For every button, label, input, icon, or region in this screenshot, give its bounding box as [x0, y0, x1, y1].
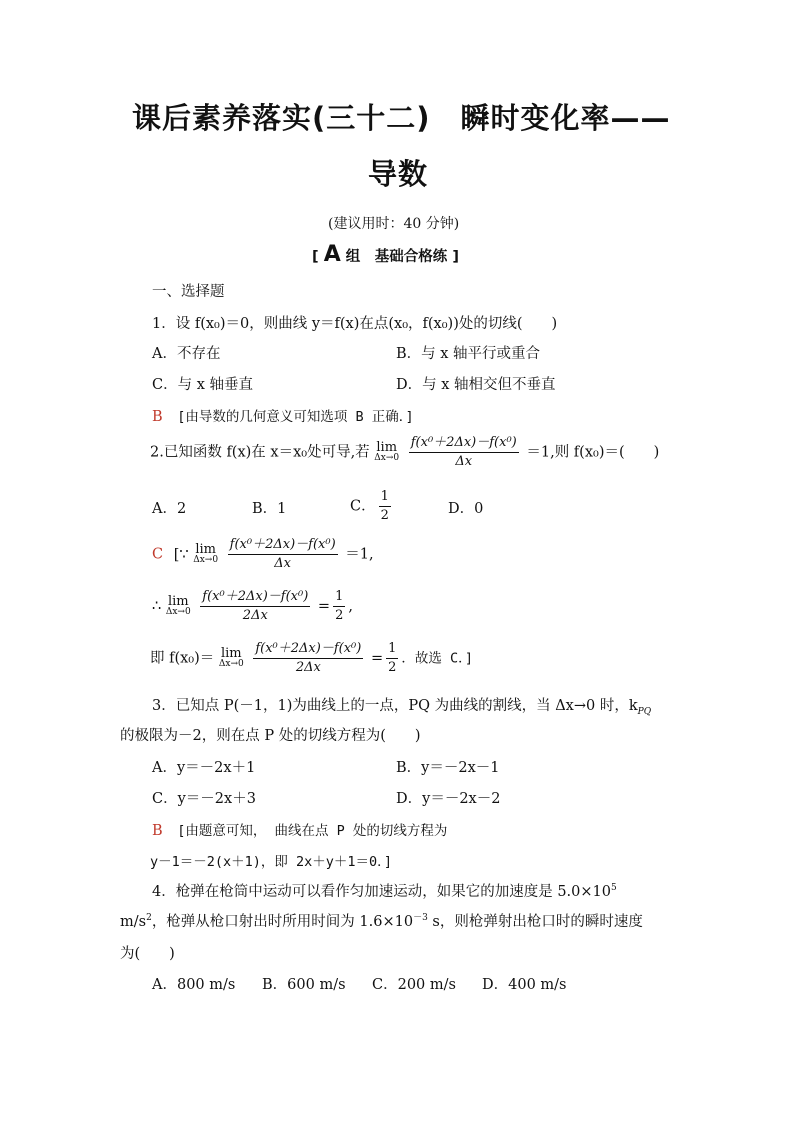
q2-option-c: C． $\frac{1}{2}$ [350, 489, 389, 523]
suggested-time: (建议用时：40 分钟) [328, 216, 460, 232]
q4-option-b: B．600 m/s [262, 977, 346, 993]
q2-option-d: D．0 [448, 501, 484, 517]
q1-option-d: D．与 x 轴相交但不垂直 [396, 377, 556, 393]
page-title-line1: 课后素养落实(三十二) 瞬时变化率—— [132, 101, 671, 135]
q2-fraction: $\frac{\text{f(x⁰＋2Δx)－f(x⁰)}}{\Delta x}$ [410, 435, 517, 469]
q1-stem: 1．设 f(x₀)＝0，则曲线 y＝f(x)在点(x₀，f(x₀))处的切线( ) [152, 316, 558, 332]
q2-stem-pre: 2.已知函数 f(x)在 x＝x₀处可导,若 [150, 444, 370, 461]
q1-answer: B [152, 409, 163, 425]
q4-option-c: C．200 m/s [372, 977, 456, 993]
page-title-line2: 导数 [368, 157, 429, 191]
q4-stem-line1: 4．枪弹在枪筒中运动可以看作匀加速运动，如果它的加速度是 $5.0\times 10^5$ [152, 883, 617, 900]
q2-limit: lim Δx→0 [374, 439, 400, 463]
q3-answer: B [152, 823, 163, 839]
q3-option-a: A．y＝－2x＋1 [152, 760, 256, 776]
q4-stem-line3: 为( ) [120, 946, 175, 962]
group-bracket-close: ] [452, 249, 459, 265]
q4-option-d: D．400 m/s [482, 977, 567, 993]
q3-solution-line1: B [由题意可知， 曲线在点 P 处的切线方程为 [152, 823, 448, 839]
q1-solution [152, 405, 414, 425]
section-heading: 一、选择题 [152, 284, 225, 300]
group-text: 组 基础合格练 [345, 249, 448, 265]
q2-solution-line3: 即 f(x₀)＝ lim Δx→0 $\frac{\text{f(x⁰＋2Δx)－f(x⁰)}}{2\Delta x}$ = $\frac{1}{2}$ ．故选 C．] [150, 641, 474, 675]
q3-stem-line2: 的极限为－2，则在点 P 处的切线方程为( ) [120, 728, 421, 744]
q1-explanation: [由导数的几何意义可知选项 B 正确．] [177, 409, 414, 425]
q2-stem-post: ＝1,则 f(x₀)＝( ) [526, 444, 660, 461]
q1-option-c: C．与 x 轴垂直 [152, 377, 253, 393]
group-bracket-open: [ [312, 249, 319, 265]
q4-option-a: A．800 m/s [152, 977, 236, 993]
q2-solution-line2: ∴ lim Δx→0 $\frac{\text{f(x⁰＋2Δx)－f(x⁰)}}{2\Delta x}$ = $\frac{1}{2}$ , [152, 589, 353, 623]
group-letter: A [323, 242, 341, 267]
q3-option-c: C．y＝－2x＋3 [152, 791, 256, 807]
q3-option-d: D．y＝－2x－2 [396, 791, 501, 807]
q2-stem [150, 434, 659, 471]
q1-option-a: A．不存在 [152, 346, 221, 362]
q3-option-b: B．y＝－2x－1 [396, 760, 500, 776]
group-heading [312, 242, 459, 267]
q3-solution-line2: y－1＝－2(x＋1)，即 2x＋y＋1＝0．] [150, 854, 393, 870]
q2-option-b: B．1 [252, 501, 287, 517]
q3-stem-line1: 3．已知点 P(－1，1)为曲线上的一点，PQ 为曲线的割线，当 Δx→0 时，$k_{PQ}$ [152, 698, 652, 717]
q2-option-a: A．2 [152, 501, 187, 517]
q4-stem-line2: $m/s^2$，枪弹从枪口射出时所用时间为 $1.6\times 10^{-3}$ s，则枪弹射出枪口时的瞬时速度 [120, 913, 643, 930]
q2-solution-line1: C [∵ lim Δx→0 $\frac{\text{f(x⁰＋2Δx)－f(x⁰)}}{\Delta x}$ ＝1, [152, 537, 374, 571]
q2-answer: C [152, 546, 164, 563]
q1-option-b: B．与 x 轴平行或重合 [396, 346, 541, 362]
